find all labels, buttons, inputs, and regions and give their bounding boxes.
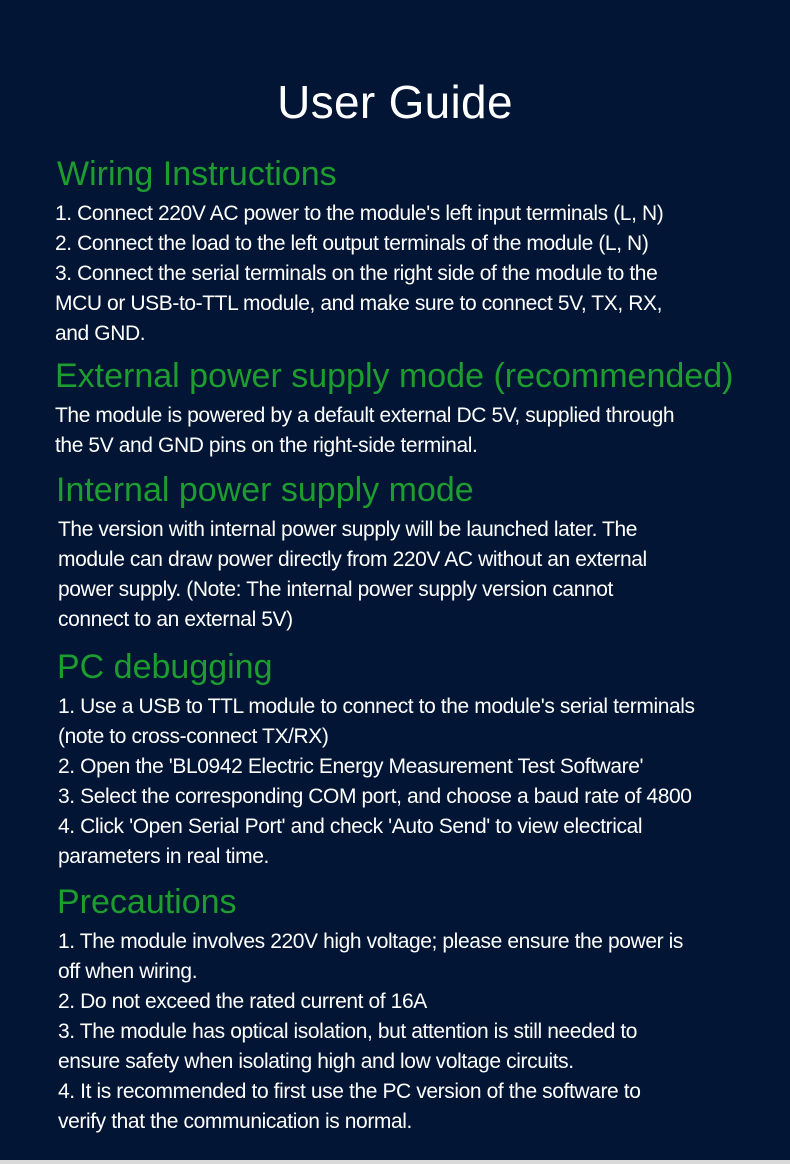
text-line: off when wiring.: [58, 960, 198, 983]
text-line: ensure safety when isolating high and low voltage circuits.: [58, 1050, 574, 1073]
text-line: 3. Connect the serial terminals on the right side of the module to the: [55, 262, 658, 285]
text-line: module can draw power directly from 220V AC without an external: [58, 548, 647, 571]
section-body-external-power: [55, 401, 674, 461]
text-line: 1. The module involves 220V high voltage; please ensure the power is: [58, 930, 683, 953]
text-line: 4. Click 'Open Serial Port' and check 'Auto Send' to view electrical: [58, 815, 643, 838]
text-line: The version with internal power supply will be launched later. The: [58, 518, 638, 541]
text-line: the 5V and GND pins on the right-side terminal.: [55, 434, 478, 457]
text-line: connect to an external 5V): [58, 608, 293, 631]
section-body-wiring-instructions: [55, 199, 663, 349]
section-heading-precautions: Precautions: [57, 883, 237, 921]
text-line: MCU or USB-to-TTL module, and make sure to connect 5V, TX, RX,: [55, 292, 663, 315]
text-line: 1. Connect 220V AC power to the module's left input terminals (L, N): [55, 202, 664, 225]
section-body-internal-power: [58, 515, 647, 635]
text-line: 3. The module has optical isolation, but attention is still needed to: [58, 1020, 638, 1043]
text-line: 2. Connect the load to the left output terminals of the module (L, N): [55, 232, 649, 255]
text-line: 1. Use a USB to TTL module to connect to the module's serial terminals: [58, 695, 695, 718]
bottom-divider: [0, 1160, 790, 1164]
section-heading-wiring-instructions: Wiring Instructions: [57, 155, 337, 193]
text-line: 4. It is recommended to first use the PC version of the software to: [58, 1080, 641, 1103]
section-heading-internal-power: Internal power supply mode: [56, 471, 474, 509]
section-body-precautions: [58, 927, 683, 1137]
page-title: User Guide: [277, 76, 513, 128]
text-line: 3. Select the corresponding COM port, and choose a baud rate of 4800: [58, 785, 692, 808]
text-line: and GND.: [55, 322, 146, 345]
text-line: 2. Do not exceed the rated current of 16A: [58, 990, 427, 1013]
section-body-pc-debugging: [58, 692, 695, 872]
text-line: verify that the communication is normal.: [58, 1110, 412, 1133]
text-line: (note to cross-connect TX/RX): [58, 725, 329, 748]
text-line: 2. Open the 'BL0942 Electric Energy Measurement Test Software': [58, 755, 644, 778]
text-line: The module is powered by a default external DC 5V, supplied through: [55, 404, 675, 427]
section-heading-external-power: External power supply mode (recommended): [55, 357, 734, 395]
text-line: power supply. (Note: The internal power supply version cannot: [58, 578, 613, 601]
section-heading-pc-debugging: PC debugging: [57, 648, 273, 686]
text-line: parameters in real time.: [58, 845, 269, 868]
